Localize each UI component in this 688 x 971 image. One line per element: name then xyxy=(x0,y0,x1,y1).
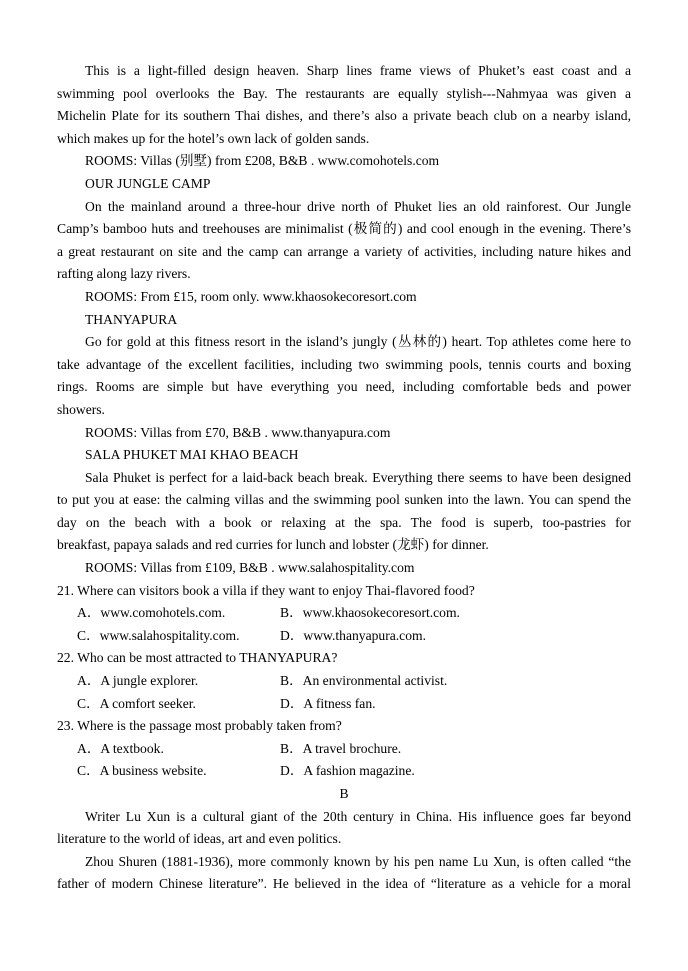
option-c: C．A business website. xyxy=(77,763,207,779)
text-line: Go for gold at this fitness resort in the island’s jungly (丛林的) heart. Top athletes come here to xyxy=(85,334,631,350)
option-row xyxy=(57,670,631,693)
text-line: day on the beach with a book or relaxing at the spa. The food is superb, too-pastries for xyxy=(57,514,631,530)
rooms-line: ROOMS: Villas from £70, B&B . www.thanyapura.com xyxy=(85,424,391,440)
section-b-heading: B xyxy=(339,786,349,801)
text-line: Sala Phuket is perfect for a laid-back beach break. Everything there seems to have been designed xyxy=(85,469,631,485)
text-column xyxy=(57,60,631,896)
text-line: On the mainland around a three-hour drive north of Phuket lies an old rainforest. Our Jungle xyxy=(85,198,631,214)
question-stem: 22. Who can be most attracted to THANYAPURA? xyxy=(57,650,338,666)
text-line: Zhou Shuren (1881-1936), more commonly known by his pen name Lu Xun, is often called “the xyxy=(85,853,631,869)
text-line: rings. Rooms are simple but have everything you need, including comfortable beds and power xyxy=(57,379,631,395)
rooms-line: ROOMS: Villas (别墅) from £208, B&B . www.comohotels.com xyxy=(85,153,440,169)
option-row xyxy=(57,693,631,716)
option-c: C．www.salahospitality.com. xyxy=(77,627,240,643)
rooms-line: ROOMS: From £15, room only. www.khaosokecoresort.com xyxy=(85,288,417,304)
text-line: a great restaurant on site and the camp can arrange a variety of activities, including nature hikes and xyxy=(57,243,631,259)
section-heading: SALA PHUKET MAI KHAO BEACH xyxy=(85,447,299,463)
question-stem: 23. Where is the passage most probably taken from? xyxy=(57,718,342,734)
option-d: D．A fitness fan. xyxy=(280,695,376,711)
text-line: which makes up for the hotel’s own lack of golden sands. xyxy=(57,130,370,146)
text-line: Camp’s bamboo huts and treehouses are minimalist (极简的) and cool enough in the evening. There’s xyxy=(57,221,631,237)
section-heading: THANYAPURA xyxy=(85,311,178,327)
option-b: B．www.khaosokecoresort.com. xyxy=(280,605,460,621)
option-row xyxy=(57,738,631,761)
text-line: This is a light-filled design heaven. Sharp lines frame views of Phuket’s east coast and a xyxy=(85,63,631,78)
option-c: C．A comfort seeker. xyxy=(77,695,196,711)
section-heading: OUR JUNGLE CAMP xyxy=(85,175,211,191)
text-line: to put you at ease: the calming villas and the swimming pool sunken into the lawn. You can spend the xyxy=(57,492,631,508)
text-line: father of modern Chinese literature”. He believed in the idea of “literature as a vehicle for a moral xyxy=(57,876,631,892)
text-line: swimming pool overlooks the Bay. The restaurants are equally stylish---Nahmyaa was given a xyxy=(57,85,631,101)
text-line: literature to the world of ideas, art and even politics. xyxy=(57,831,342,847)
text-line: Michelin Plate for its southern Thai dishes, and there’s also a private beach club on a nearby island, xyxy=(57,108,631,124)
option-d: D．www.thanyapura.com. xyxy=(280,627,426,643)
question-stem: 21. Where can visitors book a villa if they want to enjoy Thai-flavored food? xyxy=(57,582,475,598)
text-line: Writer Lu Xun is a cultural giant of the 20th century in China. His influence goes far beyond xyxy=(85,808,631,824)
option-a: A．A jungle explorer. xyxy=(77,673,199,689)
option-row xyxy=(57,760,631,783)
option-b: B．An environmental activist. xyxy=(280,673,448,689)
option-a: A．A textbook. xyxy=(77,740,164,756)
option-row xyxy=(57,625,631,648)
text-line: showers. xyxy=(57,401,105,417)
rooms-line: ROOMS: Villas from £109, B&B . www.salahospitality.com xyxy=(85,560,415,576)
option-row xyxy=(57,602,631,625)
option-d: D．A fashion magazine. xyxy=(280,763,415,779)
option-a: A．www.comohotels.com. xyxy=(77,605,226,621)
text-line: take advantage of the excellent facilities, including two swimming pools, tennis courts and boxing xyxy=(57,356,631,372)
text-line: breakfast, papaya salads and red curries for lunch and lobster (龙虾) for dinner. xyxy=(57,537,489,553)
text-line: rafting along lazy rivers. xyxy=(57,266,191,282)
option-b: B．A travel brochure. xyxy=(280,740,402,756)
